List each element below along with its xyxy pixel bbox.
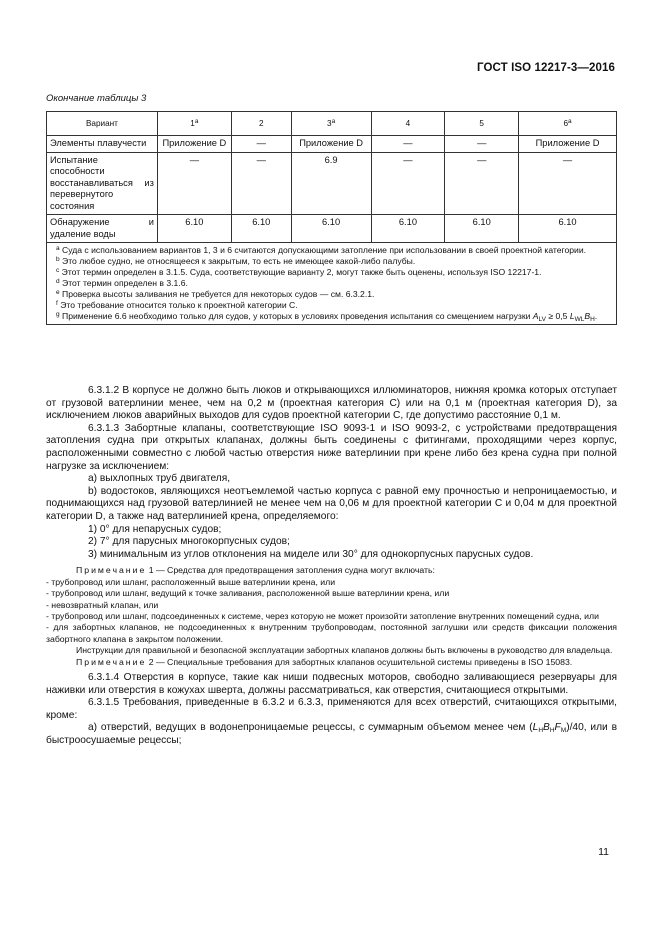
paragraph-6-3-1-3: 6.3.1.3 Забортные клапаны, соответствующие ISO 9093-1 и ISO 9093-2, с устройствами предотвращения затопления судна при открытых клапанах, должны быть соединены с фитингами, проходящими через корпус, расположенными совместно с любой частью отверстия ниже ватерлинии при крене либо без крена судна при полной нагрузке за исключением: bbox=[46, 422, 617, 472]
table-cell: — bbox=[231, 152, 291, 215]
table-cell: Приложение D bbox=[291, 136, 371, 153]
table-cell: 6.10 bbox=[291, 215, 371, 243]
list-item: 2) 7° для парусных многокорпусных судов; bbox=[88, 536, 290, 548]
list-item: а) выхлопных труб двигателя, bbox=[88, 473, 231, 485]
table-cell: — bbox=[231, 136, 291, 153]
list-item: а) отверстий, ведущих в водонепроницаемые рецессы, с суммарным объемом менее чем $(L_HB_HF_M)/40$, или в быстроосушаемые рецессы; bbox=[46, 722, 617, 746]
table-3 bbox=[46, 111, 617, 325]
table-row bbox=[47, 215, 617, 243]
paragraph-6-3-1-2: 6.3.1.2 В корпусе не должно быть люков и открывающихся иллюминаторов, нижняя кромка которых отступает от грузовой ватерлинии менее, чем на 0,2 м (проектная категория С) или на 0,1 м (проектная категория D), за исключением люков аварийных выходов для судов проектной категории С, где допустимо расстояние 0,1 м. bbox=[46, 385, 617, 422]
table-cell: — bbox=[157, 152, 231, 215]
row-label: Элементы плавучести bbox=[47, 136, 158, 153]
table-cell: 6.10 bbox=[371, 215, 445, 243]
footnote: $^b$ Это любое судно, не относящееся к закрытым, то есть не имеющее какой-либо палубы. bbox=[56, 256, 416, 266]
table-header-row bbox=[47, 112, 617, 136]
table-cell: Приложение D bbox=[519, 136, 617, 153]
table-cell: 6.10 bbox=[445, 215, 519, 243]
table-footnotes-row bbox=[47, 243, 617, 325]
note-2: Примечание 2 — Специальные требования для забортных клапанов осушительной системы приведены в ISO 15083. bbox=[76, 656, 573, 667]
header-cell: 2 bbox=[231, 112, 291, 136]
note-item: - для забортных клапанов, не подсоединенных к внутренним трубопроводам, постоянной заглушки или средств фиксации положения забортного клапана в закрытом положении. bbox=[46, 622, 617, 644]
note-item: - невозвратный клапан, или bbox=[46, 599, 159, 610]
header-cell: 5 bbox=[445, 112, 519, 136]
table-cell: 6.10 bbox=[519, 215, 617, 243]
row-label: Испытание способности восстанавливаться из перевернутого состояния bbox=[47, 152, 158, 215]
note-instructions: Инструкции для правильной и безопасной эксплуатации забортных клапанов должны быть включены в руководство для владельца. bbox=[76, 645, 613, 656]
standard-header: ГОСТ ISO 12217-3—2016 bbox=[477, 62, 615, 74]
header-cell: 6$^a$ bbox=[519, 112, 617, 136]
table-footnotes bbox=[47, 243, 617, 325]
list-item: 1) 0° для непарусных судов; bbox=[88, 523, 222, 535]
note-item: - трубопровод или шланг, ведущий к точке заливания, расположенной выше ватерлинии крена, или bbox=[46, 588, 450, 599]
footnote: $^e$ Проверка высоты заливания не требуется для некоторых судов — см. 6.3.2.1. bbox=[56, 289, 375, 299]
note-label: Примечание bbox=[76, 565, 147, 576]
row-label: Обнаружение и удаление воды bbox=[47, 215, 158, 243]
page-number: 11 bbox=[598, 846, 609, 858]
header-cell: Вариант bbox=[47, 112, 158, 136]
table-caption: Окончание таблицы 3 bbox=[46, 93, 147, 104]
footnote: $^d$ Этот термин определен в 3.1.6. bbox=[56, 278, 188, 288]
note-1: Примечание 1 — Средства для предотвращения затопления судна могут включать: - трубопровод или шланг, расположенный выше ватерлинии крена, или - трубопровод или шланг, ведущий к точке заливания, расположенной выше ватерлинии крена, или - невозвратный клапан, или - трубопровод или шланг, подсоединенных к системе, через которую не может произойти затопление внутренних помещений судна, или - для забортных клапанов, не подсоединенных к внутренним трубопроводам, постоянной заглушки или средств фиксации положения забортного клапана в закрытом положении. Инструкции для правильной и безопасной эксплуатации забортных клапанов должны быть включены в руководство для владельца. Примечание 2 — Специальные требования для забортных клапанов осушительной системы приведены в ISO 15083. bbox=[46, 565, 617, 667]
table-cell: Приложение D bbox=[157, 136, 231, 153]
footnote: $^g$ Применение 6.6 необходимо только для судов, у которых в условиях проведения испытания со смещением нагрузки $A_{LV} \ge 0,5$ $L_{WL}B_H$. bbox=[56, 311, 598, 323]
table-cell: — bbox=[445, 152, 519, 215]
table-row bbox=[47, 136, 617, 153]
paragraph-6-3-1-5: 6.3.1.5 Требования, приведенные в 6.3.2 и 6.3.3, применяются для всех отверстий, считающихся открытыми, кроме: bbox=[46, 697, 617, 721]
footnote: $^c$ Этот термин определен в 3.1.5. Суда, соответствующие варианту 2, могут также быть оценены, используя ISO 12217-1. bbox=[56, 267, 542, 277]
table-cell: — bbox=[445, 136, 519, 153]
note-label: Примечание bbox=[76, 656, 147, 667]
table-cell: — bbox=[371, 152, 445, 215]
body-text bbox=[46, 385, 617, 748]
list-item: 3) минимальным из углов отклонения на миделе или 30° для однокорпусных парусных судов. bbox=[88, 548, 534, 560]
table-cell: 6.9 bbox=[291, 152, 371, 215]
header-cell: 1$^a$ bbox=[157, 112, 231, 136]
paragraph-6-3-1-4: 6.3.1.4 Отверстия в корпусе, такие как ниши подвесных моторов, свободно заливающиеся резервуары для наживки или отверстия в кожухах шверта, должны рассматриваться, как отверстия, считающиеся открытыми. bbox=[46, 671, 617, 696]
footnote: $^f$ Это требование относится только к проектной категории С. bbox=[56, 300, 298, 310]
header-cell: 3$^a$ bbox=[291, 112, 371, 136]
note-item: - трубопровод или шланг, подсоединенных к системе, через которую не может произойти затопление внутренних помещений судна, или bbox=[46, 610, 599, 621]
note-item: - трубопровод или шланг, расположенный выше ватерлинии крена, или bbox=[46, 576, 336, 587]
table-row bbox=[47, 152, 617, 215]
list-item: b) водостоков, являющихся неотъемлемой частью корпуса с равной ему прочностью и непроницаемостью, и поднимающихся над грузовой ватерлинией не менее чем на 0,06 м для проектной категории С и 0,04 м для проектной категории D, а также над ватерлинией крена, определяемого: bbox=[46, 485, 617, 522]
table-cell: — bbox=[371, 136, 445, 153]
footnote: $^a$ Суда с использованием вариантов 1, 3 и 6 считаются допускающими затопление при использовании в своей проектной категории. bbox=[56, 245, 587, 255]
header-cell: 4 bbox=[371, 112, 445, 136]
table-cell: 6.10 bbox=[157, 215, 231, 243]
table-cell: — bbox=[519, 152, 617, 215]
table-cell: 6.10 bbox=[231, 215, 291, 243]
